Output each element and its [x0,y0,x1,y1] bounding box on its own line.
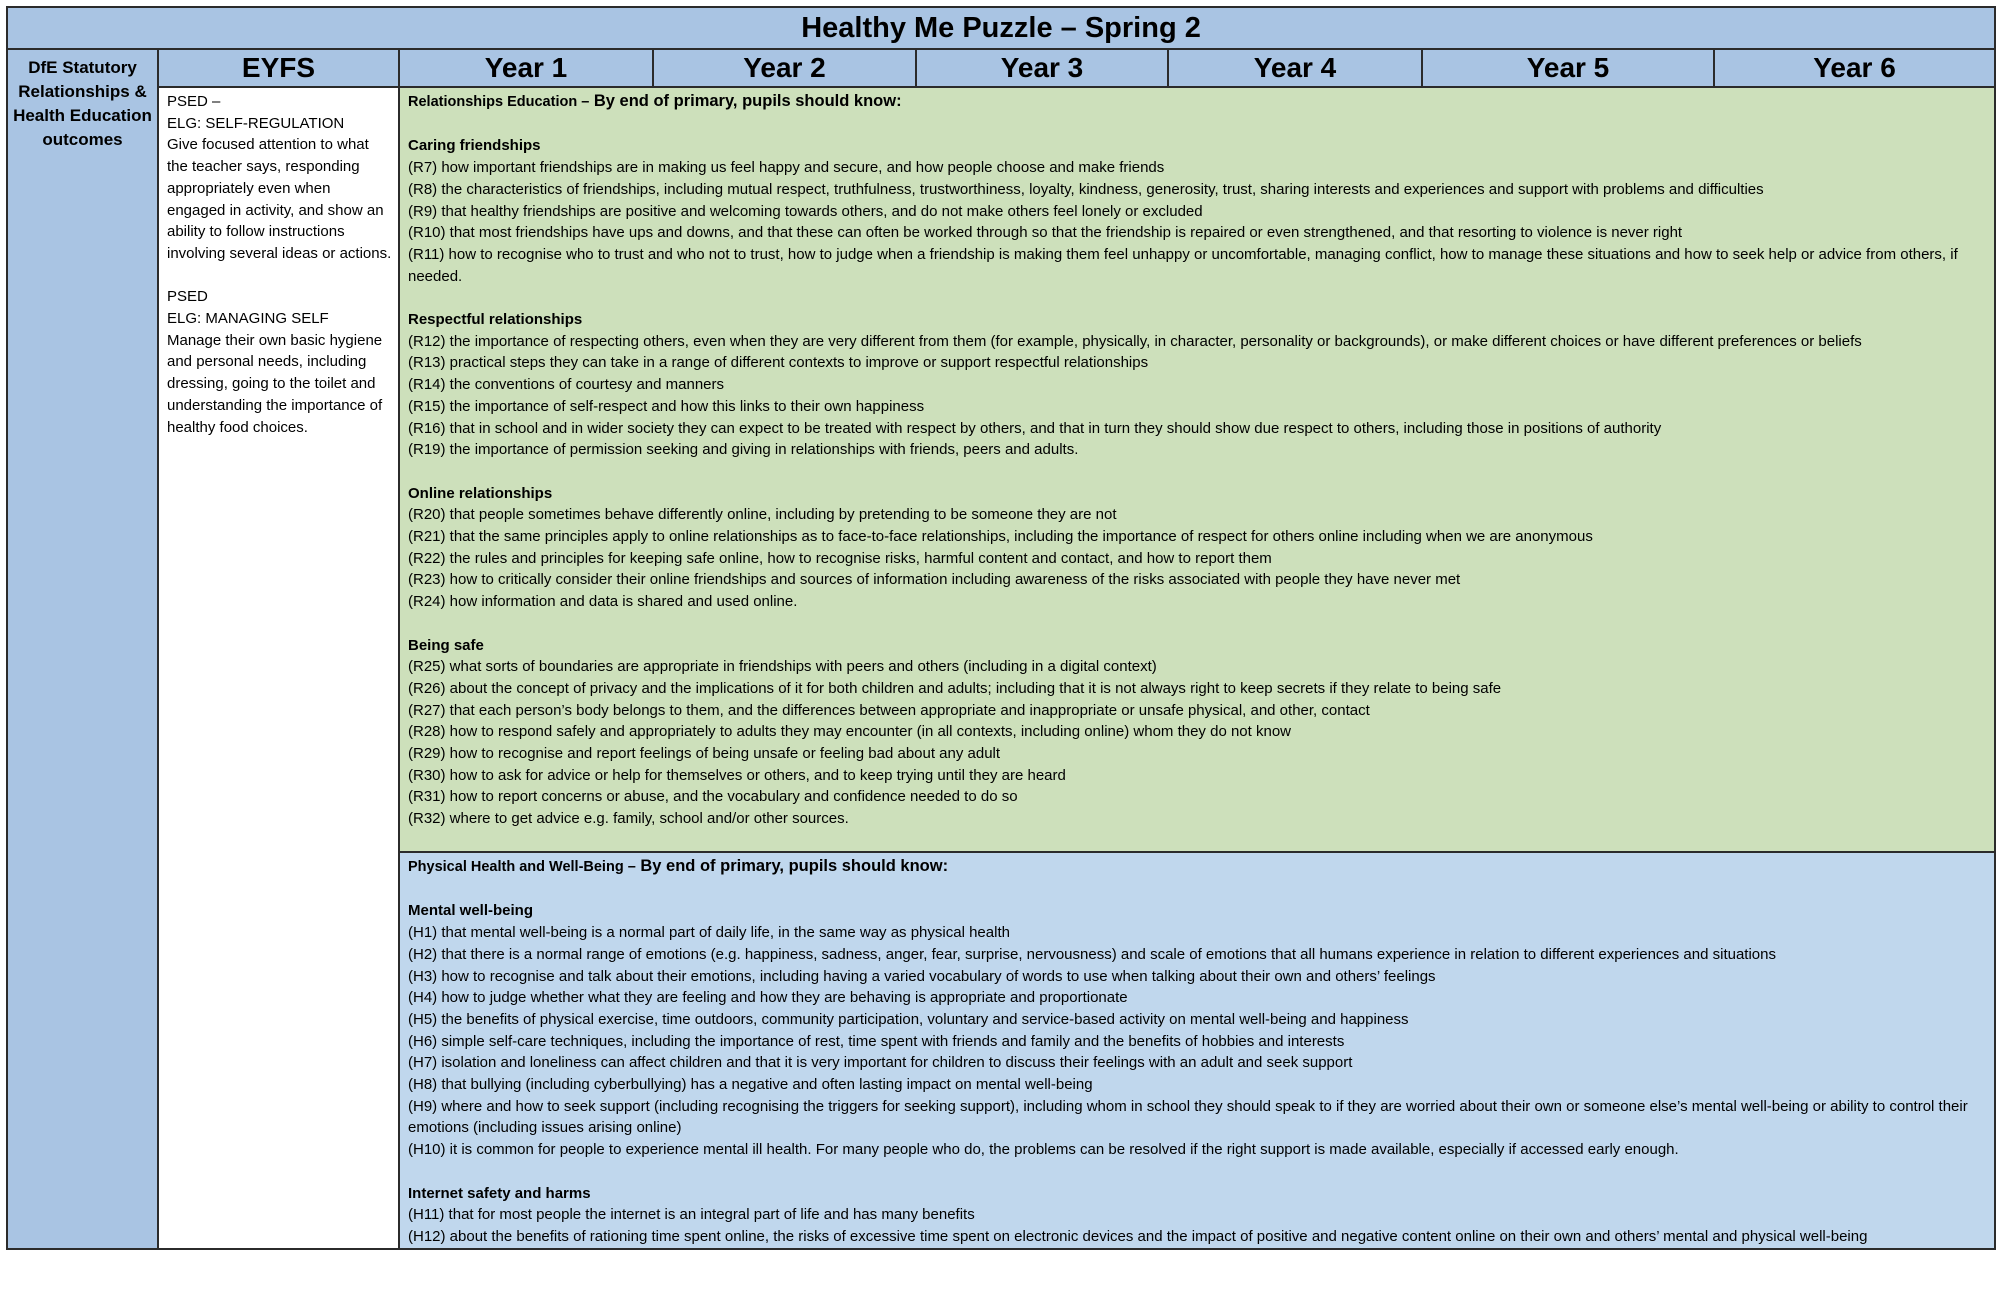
outcome-section [408,900,1986,1160]
outcome-line: (H5) the benefits of physical exercise, time outdoors, community participation, voluntary and service-based activity on mental well-being and happiness [408,1010,1409,1028]
relationships-row [7,87,1995,852]
eyfs-line: PSED [167,288,208,306]
title-row [7,7,1995,49]
section-title: Respectful relationships [408,311,583,328]
outcome-line: (R13) practical steps they can take in a range of different contexts to improve or support respectful relationships [408,354,1149,372]
outcome-section [408,309,1986,461]
outcome-line: (H9) where and how to seek support (including recognising the triggers for seeking support), including whom in school they should speak to if they are worried about their own or someone else’s mental well-being or ability to control their emotions (including issues arising online) [408,1097,1968,1137]
outcome-line: (R14) the conventions of courtesy and manners [408,376,725,394]
section-title: Caring friendships [408,137,541,155]
section-title: Being safe [408,636,484,654]
outcome-line: (R12) the importance of respecting others, even when they are very different from them (for example, physically, in character, personality or backgrounds), or make different choices or have different preferences or beliefs [408,332,1862,350]
eyfs-line: ELG: MANAGING SELF [167,310,329,328]
physical-intro-lead: Physical Health and Well-Being – [408,859,636,875]
eyfs-block-self-regulation [167,91,392,265]
outcome-line: (R24) how information and data is shared and used online. [408,593,798,611]
page-title: Healthy Me Puzzle – Spring 2 [7,7,1995,49]
curriculum-page [6,6,1994,1284]
outcome-line: (R31) how to report concerns or abuse, and the vocabulary and confidence needed to do so [408,788,1018,806]
outcome-section [408,1183,1986,1248]
outcome-line: (H6) simple self-care techniques, including the importance of rest, time spent with friends and family and the benefits of hobbies and interests [408,1032,1345,1050]
physical-intro [408,856,1986,879]
outcome-line: (R15) the importance of self-respect and how this links to their own happiness [408,397,925,415]
column-header-year-4: Year 4 [1168,49,1422,87]
outcome-line: (H1) that mental well-being is a normal part of daily life, in the same way as physical health [408,924,1010,942]
outcome-section [408,135,1986,287]
outcome-line: (R26) about the concept of privacy and the implications of it for both children and adults; including that it is not always right to keep secrets if they relate to being safe [408,679,1502,697]
relationships-sections [408,135,1986,829]
eyfs-block-managing-self [167,286,392,438]
section-title: Online relationships [408,484,553,502]
outcome-line: (H2) that there is a normal range of emotions (e.g. happiness, sadness, anger, fear, surprise, nervousness) and scale of emotions that all humans experience in relation to different experiences and situations [408,945,1776,963]
outcome-section [408,635,1986,830]
column-header-eyfs: EYFS [158,49,399,87]
eyfs-line: Manage their own basic hygiene and personal needs, including dressing, going to the toilet and understanding the importance of healthy food choices. [167,331,383,436]
column-header-year-5: Year 5 [1422,49,1714,87]
outcome-line: (R16) that in school and in wider society they can expect to be treated with respect by others, and that in turn they should show due respect to others, including those in positions of authority [408,419,1662,437]
outcome-line: (R10) that most friendships have ups and downs, and that these can often be worked through so that the friendship is repaired or even strengthened, and that resorting to violence is never right [408,224,1683,242]
outcome-line: (R30) how to ask for advice or help for themselves or others, and to keep trying until they are heard [408,766,1066,784]
relationships-intro-lead: Relationships Education – [408,94,590,110]
outcome-line: (R7) how important friendships are in making us feel happy and secure, and how people choose and make friends [408,159,1165,177]
outcome-line: (H8) that bullying (including cyberbullying) has a negative and often lasting impact on mental well-being [408,1076,1093,1094]
column-header-year-1: Year 1 [399,49,653,87]
column-header-year-2: Year 2 [653,49,916,87]
column-header-year-3: Year 3 [916,49,1168,87]
outcome-line: (R27) that each person’s body belongs to them, and the differences between appropriate and inappropriate or unsafe physical, and other, contact [408,701,1370,719]
outcome-line: (R32) where to get advice e.g. family, school and/or other sources. [408,810,849,828]
outcome-line: (R19) the importance of permission seeking and giving in relationships with friends, peers and adults. [408,441,1079,459]
eyfs-line: ELG: SELF-REGULATION [167,114,345,132]
outcome-line: (H3) how to recognise and talk about their emotions, including having a varied vocabulary of words to use when talking about their own and others’ feelings [408,967,1436,985]
section-title: Internet safety and harms [408,1184,591,1202]
outcome-line: (R22) the rules and principles for keeping safe online, how to recognise risks, harmful content and contact, and how to report them [408,549,1272,567]
header-row [7,49,1995,87]
outcome-line: (H10) it is common for people to experience mental ill health. For many people who do, the problems can be resolved if the right support is made available, especially if accessed early enough. [408,1141,1679,1159]
outcome-line: (H4) how to judge whether what they are feeling and how they are behaving is appropriate and proportionate [408,989,1128,1007]
physical-health-cell [399,852,1995,1249]
outcome-line: (R21) that the same principles apply to online relationships as to face-to-face relationships, including the importance of respect for others online including when we are anonymous [408,528,1593,546]
outcome-line: (R28) how to respond safely and appropriately to adults they may encounter (in all contexts, including online) whom they do not know [408,723,1291,741]
eyfs-line: PSED – [167,93,221,110]
side-label: DfE Statutory Relationships & Health Education outcomes [7,49,158,1249]
outcome-line: (R23) how to critically consider their online friendships and sources of information including awareness of the risks associated with people they have never met [408,571,1461,589]
outcome-line: (R8) the characteristics of friendships, including mutual respect, truthfulness, trustworthiness, loyalty, kindness, generosity, trust, sharing interests and experiences and support with problems and difficulties [408,180,1764,198]
relationships-intro [408,91,1986,114]
column-header-year-6: Year 6 [1714,49,1995,87]
outcome-line: (R11) how to recognise who to trust and who not to trust, how to judge when a friendship is making them feel unhappy or uncomfortable, managing conflict, how to manage these situations and how to seek help or advice from others, if needed. [408,245,1958,285]
section-title: Mental well-being [408,902,534,920]
outcome-section [408,483,1986,613]
outcome-line: (R29) how to recognise and report feelings of being unsafe or feeling bad about any adult [408,745,1001,763]
outcome-line: (R9) that healthy friendships are positive and welcoming towards others, and do not make others feel lonely or excluded [408,202,1203,220]
relationships-education-cell [399,87,1995,852]
outcome-line: (H7) isolation and loneliness can affect children and that it is very important for children to discuss their feelings with an adult and seek support [408,1054,1353,1072]
physical-intro-rest: By end of primary, pupils should know: [635,857,949,875]
outcome-line: (R25) what sorts of boundaries are appropriate in friendships with peers and others (including in a digital context) [408,658,1157,676]
relationships-intro-rest: By end of primary, pupils should know: [589,92,902,110]
curriculum-table [6,6,1996,1250]
outcome-line: (R20) that people sometimes behave differently online, including by pretending to be someone they are not [408,506,1117,524]
outcome-line: (H12) about the benefits of rationing time spent online, the risks of excessive time spent on electronic devices and the impact of positive and negative content online on their own and others’ mental and physical well-being [408,1227,1868,1245]
outcome-line: (H11) that for most people the internet is an integral part of life and has many benefits [408,1206,975,1224]
physical-sections [408,900,1986,1247]
eyfs-line: Give focused attention to what the teacher says, responding appropriately even when engaged in activity, and show an ability to follow instructions involving several ideas or actions. [167,136,392,262]
eyfs-cell [158,87,399,1249]
